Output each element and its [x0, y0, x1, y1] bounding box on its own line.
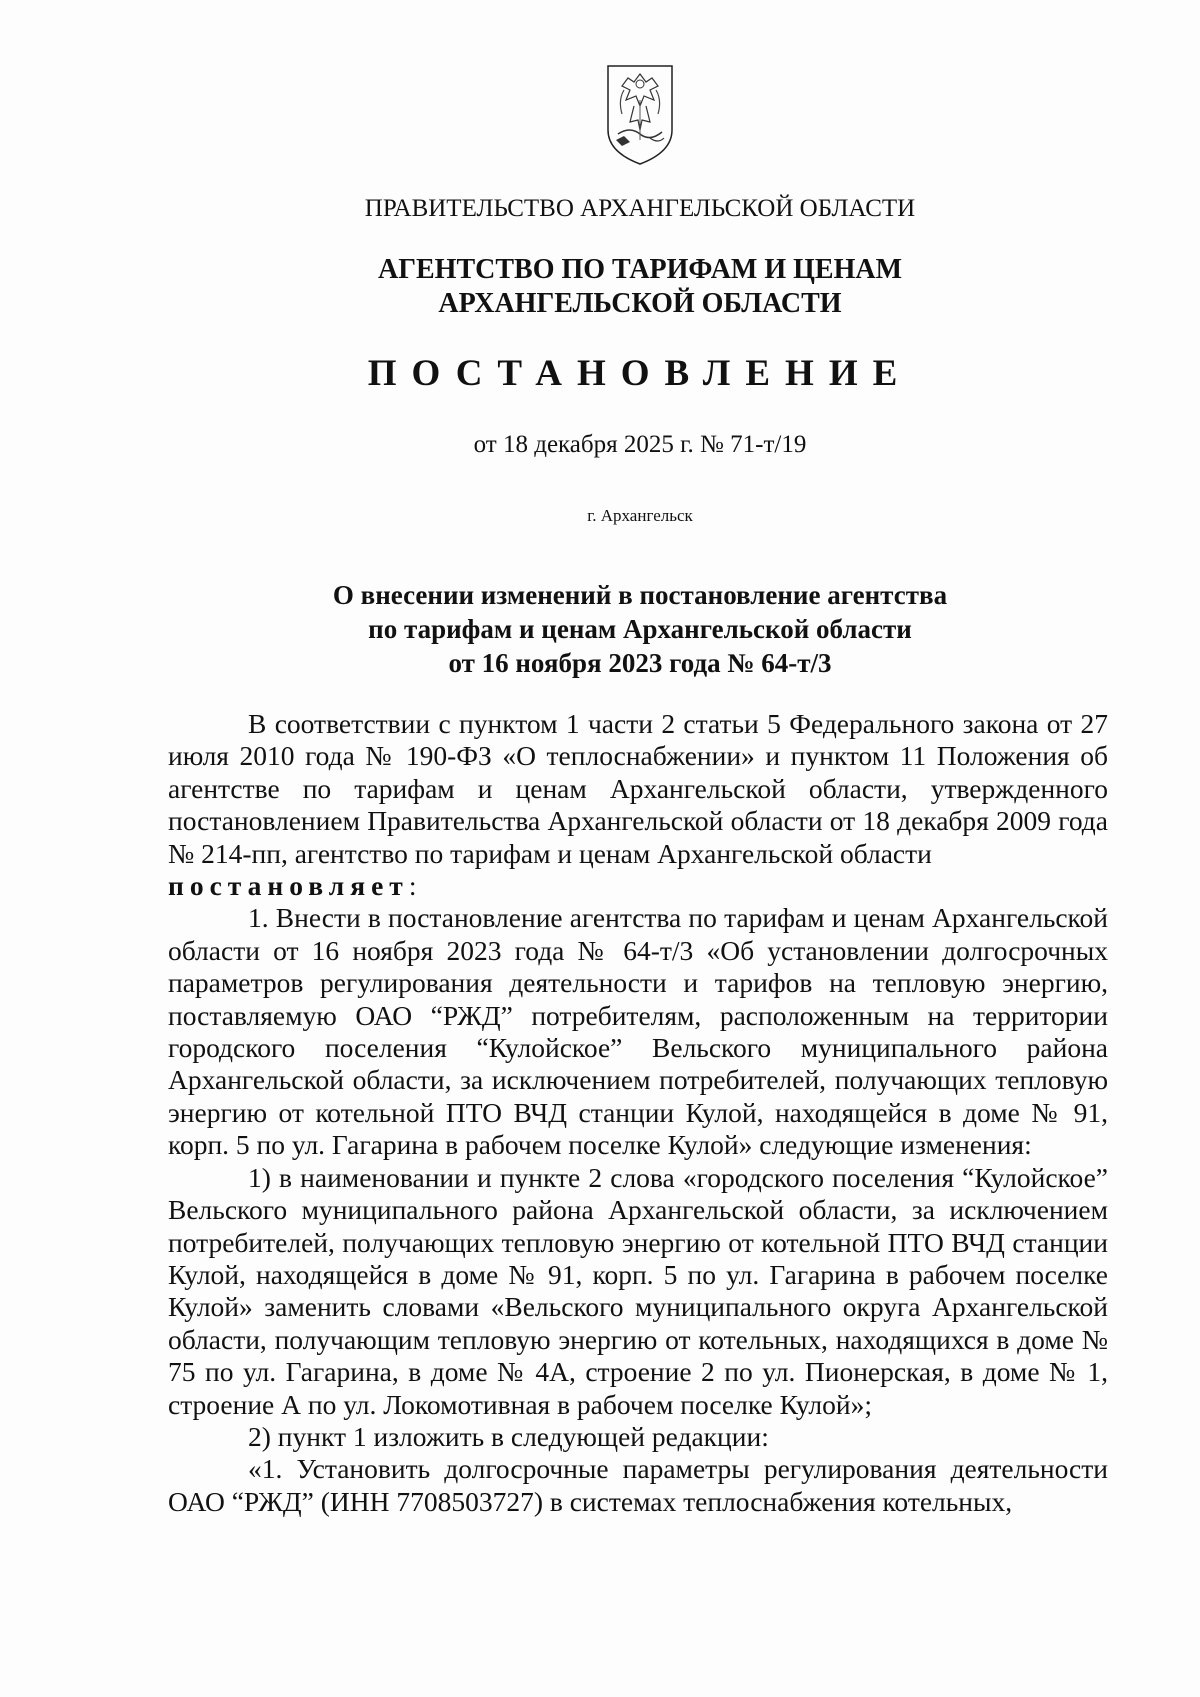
- subitem-2-paragraph: 2) пункт 1 изложить в следующей редакции:: [248, 1420, 769, 1452]
- agency-name-line-1: АГЕНТСТВО ПО ТАРИФАМ И ЦЕНАМ: [377, 254, 903, 285]
- title-line-1: О внесении изменений в постановление агентства: [332, 580, 948, 610]
- document-type: ПОСТАНОВЛЕНИЕ: [367, 353, 913, 394]
- document-city: г. Архангельск: [587, 506, 693, 525]
- quoted-paragraph: «1. Установить долгосрочные параметры регулирования деятельности ОАО “РЖД” (ИНН 7708503727) в системах теплоснабжения котельных,: [168, 1453, 1108, 1517]
- subitem-1-paragraph: 1) в наименовании и пункте 2 слова «городского поселения “Кулойское” Вельского муниципального района Архангельской области, за исключением потребителей, получающих тепловую энергию от котельной ПТО ВЧД станции Кулой, находящейся в доме № 91, корп. 5 по ул. Гагарина в рабочем поселке Кулой» заменить словами «Вельского муниципального округа Архангельской области, получающим тепловую энергию от котельных, находящихся в доме № 75 по ул. Гагарина, в доме № 4А, строение 2 по ул. Пионерская, в доме № 1, строение А по ул. Локомотивная в рабочем поселке Кулой»;: [168, 1161, 1108, 1420]
- preamble-text: В соответствии с пунктом 1 части 2 статьи 5 Федерального закона от 27 июля 2010 года № 190-ФЗ «О теплоснабжении» и пунктом 11 Положения об агентстве по тарифам и ценам Архангельской области, утвержденного постановлением Правительства Архангельской области от 18 декабря 2009 года № 214-пп, агентство по тарифам и ценам Архангельской области: [168, 708, 1108, 869]
- document-title: [0, 578, 1200, 680]
- title-line-3: от 16 ноября 2023 года № 64-т/3: [448, 648, 832, 678]
- title-line-2: по тарифам и ценам Архангельской области: [368, 614, 912, 644]
- document-body: [168, 708, 1108, 1518]
- item-1-paragraph: 1. Внести в постановление агентства по тарифам и ценам Архангельской области от 16 ноября 2023 года № 64-т/3 «Об установлении долгосрочных параметров регулирования деятельности и тарифов на тепловую энергию, поставляемую ОАО “РЖД” потребителям, расположенным на территории городского поселения “Кулойское” Вельского муниципального района Архангельской области, за исключением потребителей, получающих тепловую энергию от котельной ПТО ВЧД станции Кулой, находящейся в доме № 91, корп. 5 по ул. Гагарина в рабочем поселке Кулой» следующие изменения:: [168, 902, 1108, 1161]
- government-name: ПРАВИТЕЛЬСТВО АРХАНГЕЛЬСКОЙ ОБЛАСТИ: [364, 195, 916, 222]
- preamble-paragraph: [168, 708, 1108, 902]
- resolves-colon: :: [408, 870, 417, 902]
- resolves-word: постановляет: [168, 870, 409, 902]
- coat-of-arms-icon: [600, 60, 680, 168]
- agency-name: [0, 253, 1200, 321]
- document-date-number: от 18 декабря 2025 г. № 71-т/19: [473, 431, 807, 458]
- agency-name-line-2: АРХАНГЕЛЬСКОЙ ОБЛАСТИ: [438, 288, 842, 319]
